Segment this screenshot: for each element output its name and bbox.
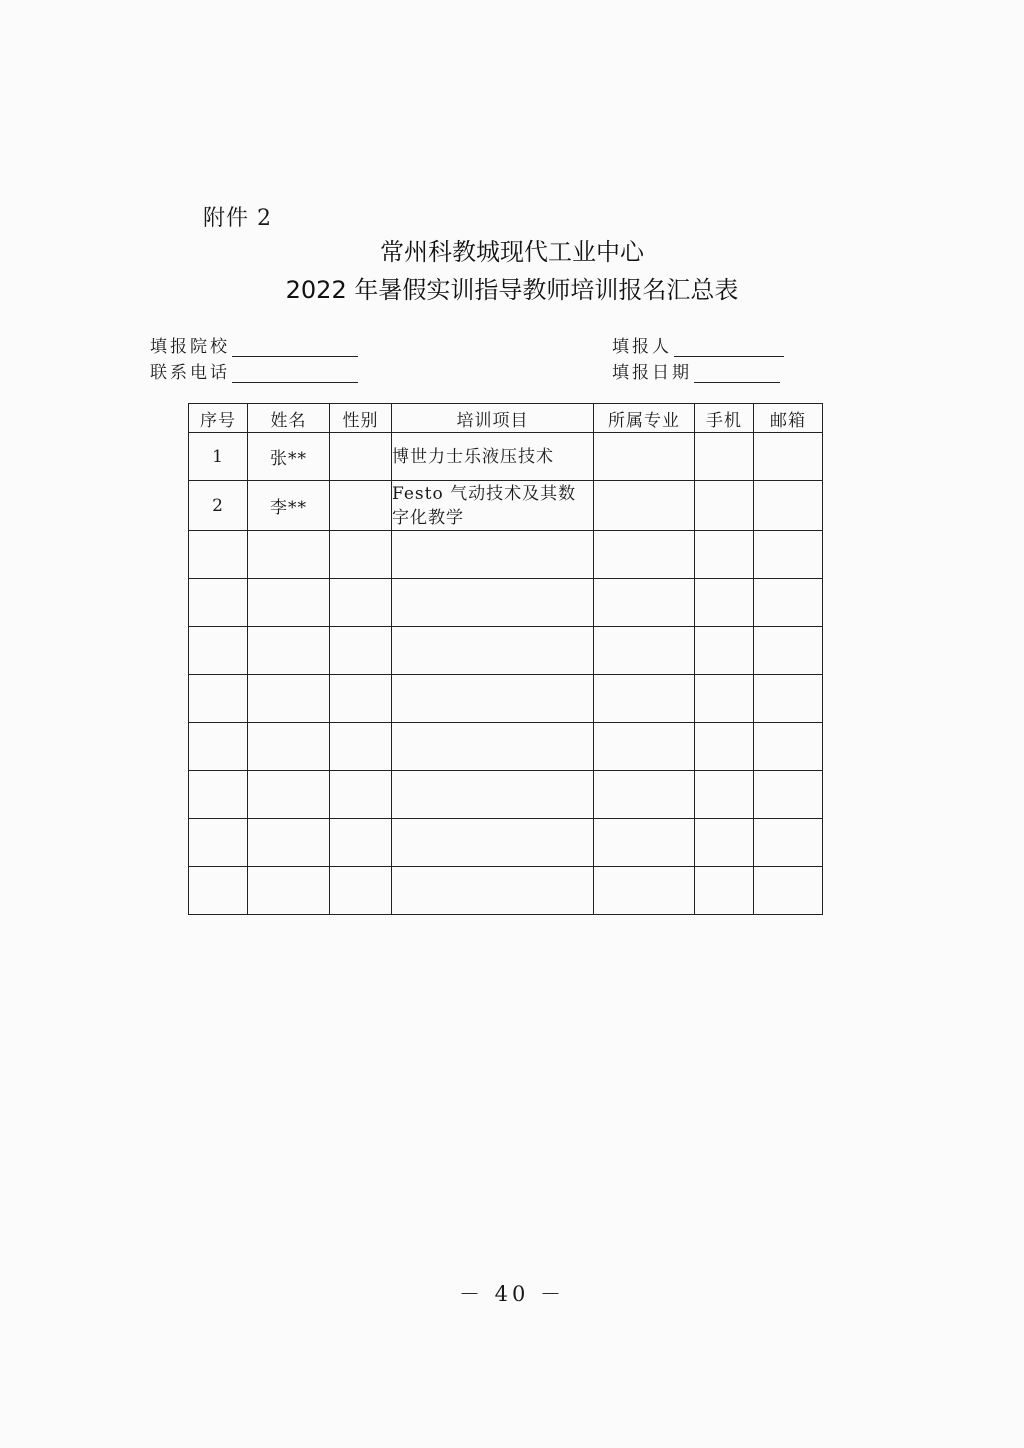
cell-gender bbox=[330, 675, 392, 723]
cell-gender bbox=[330, 627, 392, 675]
cell-no bbox=[189, 675, 248, 723]
cell-gender bbox=[330, 433, 392, 481]
cell-name bbox=[248, 771, 330, 819]
cell-no bbox=[189, 771, 248, 819]
header-gender: 性别 bbox=[330, 404, 392, 433]
table-row bbox=[189, 819, 823, 867]
cell-mobile bbox=[695, 675, 754, 723]
school-label: 填报院校 bbox=[150, 337, 230, 357]
cell-project: Festo 气动技术及其数字化教学 bbox=[392, 481, 594, 531]
cell-name bbox=[248, 675, 330, 723]
cell-email bbox=[754, 531, 823, 579]
header-email: 邮箱 bbox=[754, 404, 823, 433]
table-row bbox=[189, 531, 823, 579]
cell-major bbox=[594, 433, 695, 481]
cell-major bbox=[594, 627, 695, 675]
phone-blank[interactable] bbox=[232, 364, 358, 383]
cell-major bbox=[594, 579, 695, 627]
header-major: 所属专业 bbox=[594, 404, 695, 433]
cell-mobile bbox=[695, 771, 754, 819]
table-row bbox=[189, 627, 823, 675]
cell-major bbox=[594, 675, 695, 723]
cell-mobile bbox=[695, 579, 754, 627]
cell-email bbox=[754, 771, 823, 819]
table-row bbox=[189, 675, 823, 723]
school-blank[interactable] bbox=[232, 338, 358, 357]
cell-project bbox=[392, 579, 594, 627]
cell-email bbox=[754, 675, 823, 723]
cell-no bbox=[189, 723, 248, 771]
cell-project bbox=[392, 531, 594, 579]
title-line-2: 2022 年暑假实训指导教师培训报名汇总表 bbox=[285, 276, 739, 304]
header-project: 培训项目 bbox=[392, 404, 594, 433]
cell-no bbox=[189, 531, 248, 579]
cell-email bbox=[754, 579, 823, 627]
phone-field bbox=[150, 358, 358, 383]
cell-name bbox=[248, 627, 330, 675]
cell-gender bbox=[330, 579, 392, 627]
phone-label: 联系电话 bbox=[150, 363, 230, 383]
cell-major bbox=[594, 819, 695, 867]
cell-no: 2 bbox=[189, 481, 248, 531]
cell-mobile bbox=[695, 531, 754, 579]
table-row bbox=[189, 433, 823, 481]
table-row bbox=[189, 771, 823, 819]
cell-mobile bbox=[695, 481, 754, 531]
cell-no bbox=[189, 819, 248, 867]
cell-gender bbox=[330, 819, 392, 867]
cell-project bbox=[392, 819, 594, 867]
cell-major bbox=[594, 771, 695, 819]
table-row bbox=[189, 867, 823, 915]
cell-name bbox=[248, 531, 330, 579]
cell-gender bbox=[330, 771, 392, 819]
cell-email bbox=[754, 627, 823, 675]
cell-project bbox=[392, 627, 594, 675]
cell-project bbox=[392, 675, 594, 723]
cell-name bbox=[248, 819, 330, 867]
attachment-label: 附件 2 bbox=[203, 206, 272, 231]
cell-project bbox=[392, 723, 594, 771]
cell-project: 博世力士乐液压技术 bbox=[392, 433, 594, 481]
cell-no bbox=[189, 867, 248, 915]
cell-project bbox=[392, 867, 594, 915]
cell-gender bbox=[330, 867, 392, 915]
person-field bbox=[612, 332, 784, 357]
cell-name: 张** bbox=[248, 433, 330, 481]
cell-email bbox=[754, 433, 823, 481]
table-row bbox=[189, 723, 823, 771]
cell-gender bbox=[330, 723, 392, 771]
table-row bbox=[189, 481, 823, 531]
school-field bbox=[150, 332, 358, 357]
cell-no: 1 bbox=[189, 433, 248, 481]
cell-mobile bbox=[695, 819, 754, 867]
cell-major bbox=[594, 531, 695, 579]
header-no: 序号 bbox=[189, 404, 248, 433]
person-blank[interactable] bbox=[674, 338, 784, 357]
cell-mobile bbox=[695, 723, 754, 771]
cell-name: 李** bbox=[248, 481, 330, 531]
table-row bbox=[189, 579, 823, 627]
cell-project bbox=[392, 771, 594, 819]
page-number: － 40 － bbox=[458, 1282, 566, 1306]
registration-table bbox=[188, 403, 823, 915]
header-mobile: 手机 bbox=[695, 404, 754, 433]
cell-major bbox=[594, 867, 695, 915]
cell-name bbox=[248, 579, 330, 627]
title-line-1: 常州科教城现代工业中心 bbox=[380, 238, 644, 266]
cell-no bbox=[189, 579, 248, 627]
header-name: 姓名 bbox=[248, 404, 330, 433]
cell-email bbox=[754, 723, 823, 771]
cell-gender bbox=[330, 481, 392, 531]
table-header-row bbox=[189, 404, 823, 433]
cell-email bbox=[754, 867, 823, 915]
cell-name bbox=[248, 723, 330, 771]
cell-no bbox=[189, 627, 248, 675]
cell-mobile bbox=[695, 867, 754, 915]
cell-email bbox=[754, 819, 823, 867]
date-field bbox=[612, 358, 780, 383]
cell-mobile bbox=[695, 433, 754, 481]
cell-email bbox=[754, 481, 823, 531]
cell-mobile bbox=[695, 627, 754, 675]
cell-name bbox=[248, 867, 330, 915]
person-label: 填报人 bbox=[612, 337, 672, 357]
date-label: 填报日期 bbox=[612, 363, 692, 383]
cell-major bbox=[594, 481, 695, 531]
date-blank[interactable] bbox=[694, 364, 780, 383]
cell-gender bbox=[330, 531, 392, 579]
cell-major bbox=[594, 723, 695, 771]
